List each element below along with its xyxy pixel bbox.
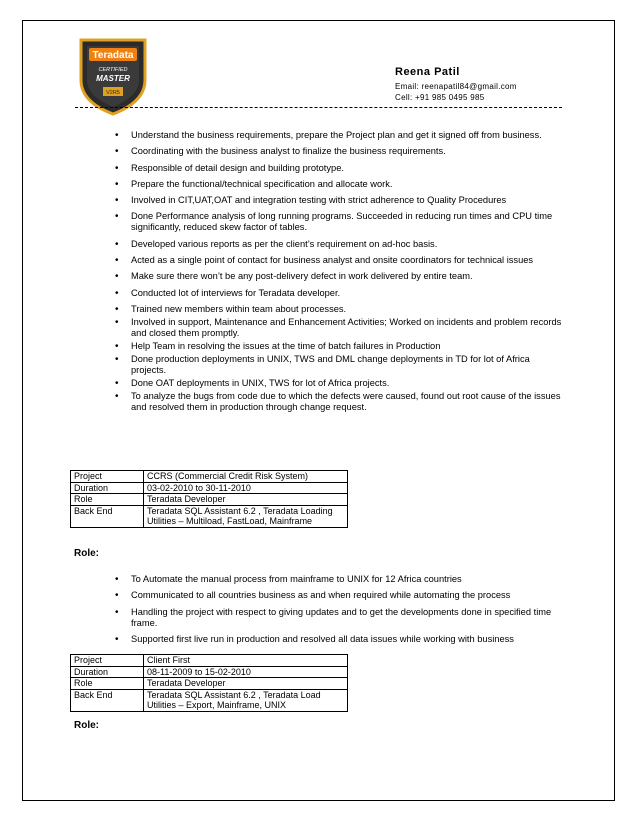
table-key: Back End <box>71 689 144 711</box>
table-key: Role <box>71 494 144 506</box>
role-heading: Role: <box>74 720 99 731</box>
list-item: • Done OAT deployments in UNIX, TWS for lot of Africa projects. <box>75 378 563 389</box>
list-item: • Acted as a single point of contact for business analyst and onsite coordinators for technical issues <box>75 255 563 266</box>
table-value: Teradata SQL Assistant 6.2 , Teradata Load Utilities – Export, Mainframe, UNIX <box>144 689 348 711</box>
table-key: Duration <box>71 482 144 494</box>
table-key: Back End <box>71 505 144 527</box>
table-value: Teradata SQL Assistant 6.2 , Teradata Loading Utilities – Multiload, FastLoad, Mainframe <box>144 505 348 527</box>
badge-version: V2R5 <box>106 90 120 96</box>
list-item: • Make sure there won’t be any post-delivery defect in work delivered by entire team. <box>75 271 563 282</box>
table-row <box>71 482 348 494</box>
list-item: • Responsible of detail design and building prototype. <box>75 163 563 174</box>
contact-block <box>395 66 517 103</box>
list-item: • Understand the business requirements, prepare the Project plan and get it signed off from business. <box>75 130 563 141</box>
role-list <box>75 574 563 650</box>
badge-brand: Teradata <box>92 50 134 61</box>
table-value: Teradata Developer <box>144 494 348 506</box>
table-row <box>71 471 348 483</box>
project-ccrs-table <box>70 470 348 528</box>
header-divider <box>75 107 562 108</box>
table-row <box>71 505 348 527</box>
table-value: CCRS (Commercial Credit Risk System) <box>144 471 348 483</box>
email-text: Email: reenapatil84@gmail.com <box>395 82 517 91</box>
table-value: 08-11-2009 to 15-02-2010 <box>144 666 348 678</box>
list-item: • Handling the project with respect to giving updates and to get the developments done in specified time frame. <box>75 607 563 629</box>
list-item: • Done Performance analysis of long running programs. Succeeded in reducing run times and CPU time significantly, reduced skew factor of tables. <box>75 211 563 233</box>
list-item: • Developed various reports as per the client’s requirement on ad-hoc basis. <box>75 239 563 250</box>
table-row <box>71 655 348 667</box>
list-item: • To analyze the bugs from code due to which the defects were caused, found out root cause of the issues and resolved them in production through change request. <box>75 391 563 413</box>
project-client-first-table <box>70 654 348 712</box>
candidate-name: Reena Patil <box>395 66 460 78</box>
list-item: • Involved in CIT,UAT,OAT and integration testing with strict adherence to Quality Procedures <box>75 195 563 206</box>
list-item: • Prepare the functional/technical specification and allocate work. <box>75 179 563 190</box>
table-row <box>71 494 348 506</box>
table-row <box>71 689 348 711</box>
badge-line2: MASTER <box>96 74 130 83</box>
cell-text: Cell: +91 985 0495 985 <box>395 93 485 102</box>
table-key: Role <box>71 678 144 690</box>
table-row <box>71 678 348 690</box>
list-item: • To Automate the manual process from mainframe to UNIX for 12 Africa countries <box>75 574 563 585</box>
responsibilities-list <box>75 130 563 418</box>
teradata-certified-master-badge <box>73 36 153 116</box>
list-item: • Done production deployments in UNIX, TWS and DML change deployments in TD for lot of Africa projects. <box>75 354 563 376</box>
list-item: • Supported first live run in production and resolved all data issues while working with business <box>75 634 563 645</box>
table-row <box>71 666 348 678</box>
list-item: • Help Team in resolving the issues at the time of batch failures in Production <box>75 341 563 352</box>
table-value: Teradata Developer <box>144 678 348 690</box>
table-key: Project <box>71 655 144 667</box>
badge-line1: CERTIFIED <box>98 67 128 73</box>
list-item: • Trained new members within team about processes. <box>75 304 563 315</box>
list-item: • Conducted lot of interviews for Teradata developer. <box>75 288 563 299</box>
table-key: Duration <box>71 666 144 678</box>
list-item: • Communicated to all countries business as and when required while automating the process <box>75 590 563 601</box>
table-value: 03-02-2010 to 30-11-2010 <box>144 482 348 494</box>
role-heading: Role: <box>74 548 99 559</box>
list-item: • Involved in support, Maintenance and Enhancement Activities; Worked on incidents and problem records and closed them promptly. <box>75 317 563 339</box>
table-key: Project <box>71 471 144 483</box>
table-value: Client First <box>144 655 348 667</box>
list-item: • Coordinating with the business analyst to finalize the business requirements. <box>75 146 563 157</box>
